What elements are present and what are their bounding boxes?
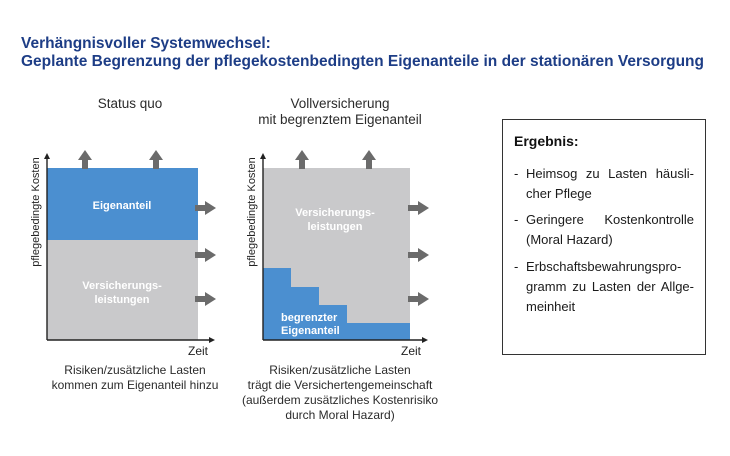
result-box bbox=[502, 119, 706, 355]
right-y-axis-label: pflegebedingte Kosten bbox=[246, 157, 258, 267]
right-caption-line: (außerdem zusätzliches Kostenrisiko bbox=[241, 393, 439, 407]
result-box-title: Ergebnis: bbox=[514, 133, 579, 149]
left-panel-heading: Status quo bbox=[97, 96, 163, 111]
arrow-up-icon bbox=[362, 150, 376, 169]
right-heading-line: mit begrenztem Eigenanteil bbox=[258, 112, 422, 127]
result-item-line: Erbschaftsbewahrungspro- bbox=[526, 259, 682, 274]
left-bottom-region-label: leistungen bbox=[94, 294, 150, 306]
result-item-line: gramm zu Lasten der Allge- bbox=[526, 279, 694, 294]
result-item-dash: - bbox=[514, 166, 519, 181]
left-caption-line: kommen zum Eigenanteil hinzu bbox=[51, 378, 219, 392]
arrow-right-icon bbox=[408, 201, 429, 215]
left-bottom-region-label: Versicherungs- bbox=[82, 280, 162, 292]
arrow-up-icon bbox=[295, 150, 309, 169]
arrow-right-icon bbox=[195, 292, 216, 306]
arrow-right-icon bbox=[408, 248, 429, 262]
right-top-region-label: leistungen bbox=[307, 221, 363, 233]
result-item-line: meinheit bbox=[526, 299, 576, 314]
title-line-2: Geplante Begrenzung der pflegekostenbedingten Eigenanteile in der stationären Versorgung bbox=[21, 53, 704, 70]
right-bottom-region-label: Eigenanteil bbox=[281, 325, 340, 337]
result-item-dash: - bbox=[514, 212, 519, 227]
right-caption-line: durch Moral Hazard) bbox=[285, 408, 395, 422]
left-caption-line: Risiken/zusätzliche Lasten bbox=[64, 363, 206, 377]
arrow-up-icon bbox=[78, 150, 92, 169]
right-top-region-label: Versicherungs- bbox=[295, 207, 375, 219]
right-caption-line: trägt die Versichertengemeinschaft bbox=[247, 378, 433, 392]
result-item-line: Geringere Kostenkontrolle bbox=[526, 212, 694, 227]
left-x-axis-label: Zeit bbox=[188, 344, 209, 358]
result-item bbox=[514, 210, 694, 250]
title-line-1: Verhängnisvoller Systemwechsel: bbox=[21, 35, 271, 52]
arrow-right-icon bbox=[195, 248, 216, 262]
result-item bbox=[514, 164, 694, 204]
arrow-right-icon bbox=[195, 201, 216, 215]
right-heading-line: Vollversicherung bbox=[290, 96, 390, 111]
result-item-line: Heimsog zu Lasten häusli- bbox=[526, 166, 694, 181]
right-caption-line: Risiken/zusätzliche Lasten bbox=[269, 363, 411, 377]
left-y-axis-label: pflegebedingte Kosten bbox=[30, 157, 42, 267]
result-item-line: (Moral Hazard) bbox=[526, 232, 613, 247]
left-top-region-label: Eigenanteil bbox=[92, 200, 152, 212]
result-item-line: cher Pflege bbox=[526, 186, 592, 201]
right-x-axis-label: Zeit bbox=[401, 344, 422, 358]
result-item-dash: - bbox=[514, 259, 519, 274]
right-bottom-region-label: begrenzter bbox=[281, 312, 338, 324]
arrow-up-icon bbox=[149, 150, 163, 169]
arrow-right-icon bbox=[408, 292, 429, 306]
result-item bbox=[514, 257, 694, 317]
